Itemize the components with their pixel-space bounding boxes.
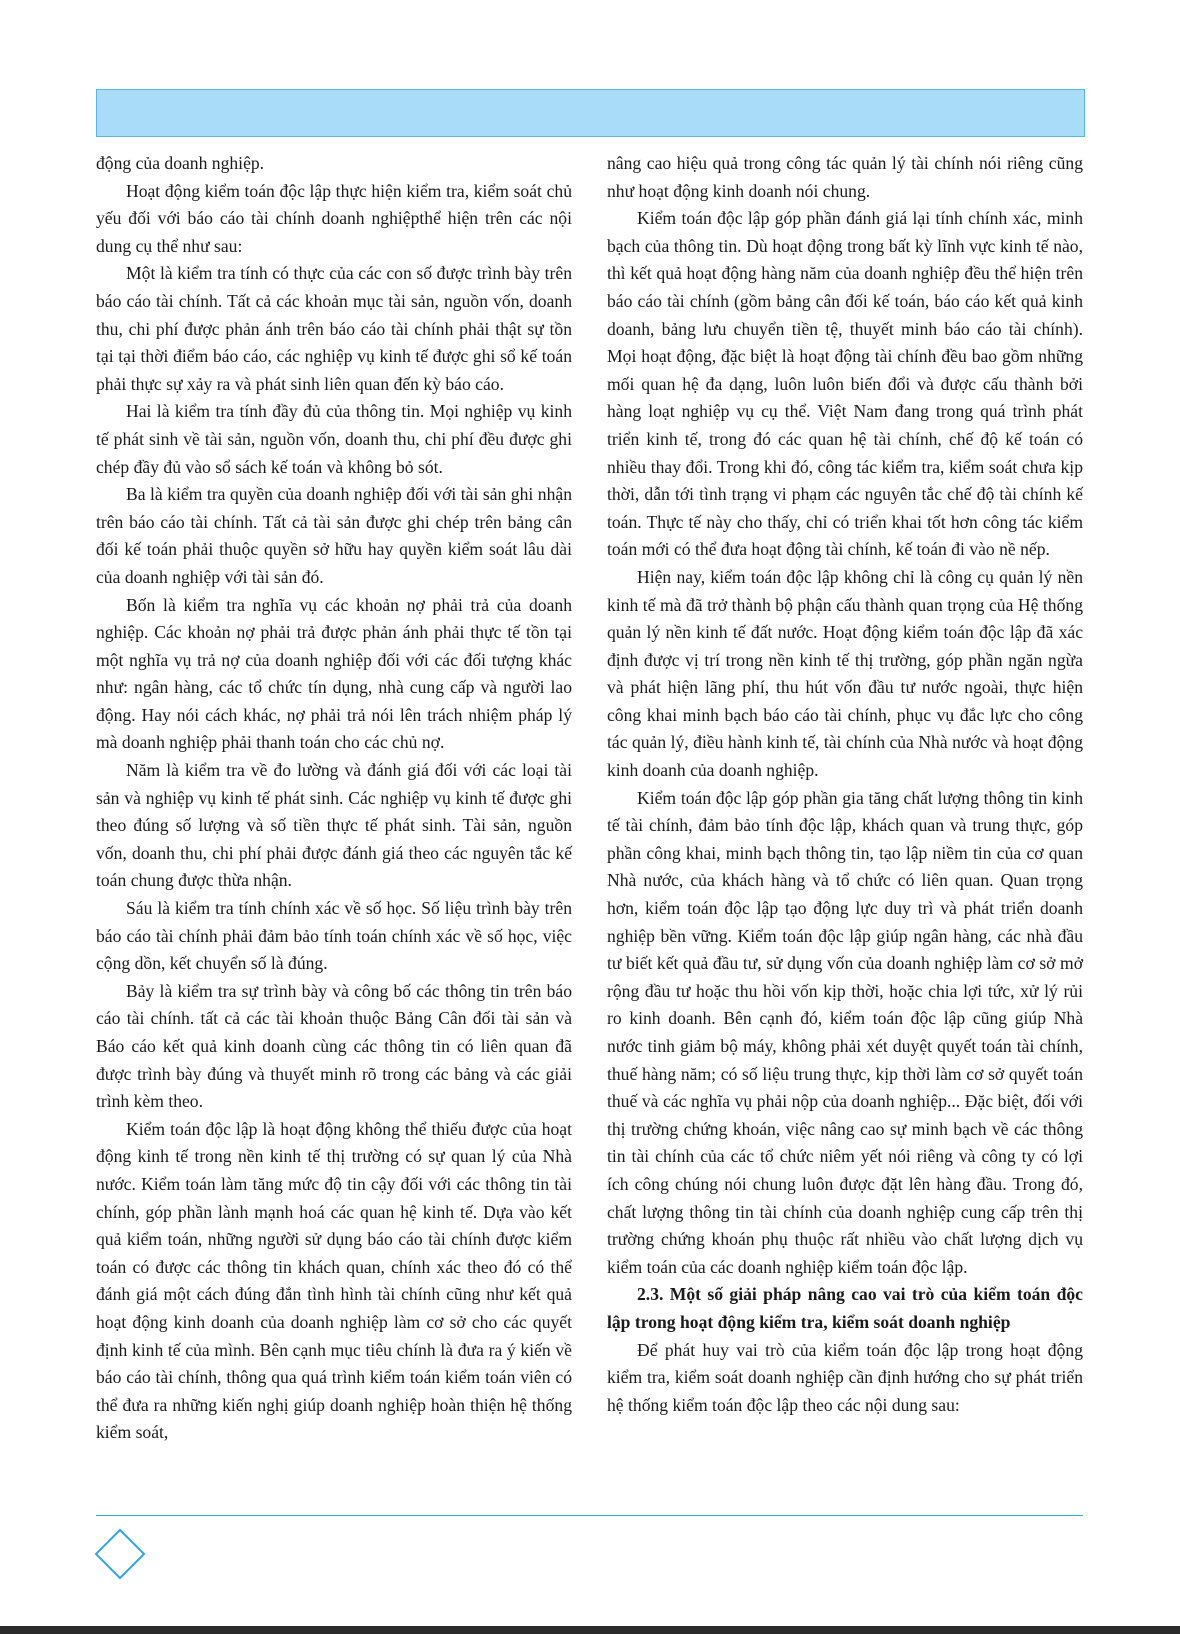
paragraph: Sáu là kiểm tra tính chính xác về số học. Số liệu trình bày trên báo cáo tài chính phải đảm bảo tính toán chính xác về số học, việc cộng dồn, kết chuyển số là đúng. xyxy=(96,898,572,974)
paragraph: Kiểm toán độc lập góp phần gia tăng chất lượng thông tin kinh tế tài chính, đảm bảo tính độc lập, khách quan và trung thực, góp phần công khai, minh bạch thông tin, tạo lập niềm tin của cơ quan Nhà nước, của khách hàng và tổ chức có liên quan. Quan trọng hơn, kiểm toán độc lập tạo động lực duy trì và phát triển doanh nghiệp bền vững. Kiểm toán độc lập giúp ngân hàng, các nhà đầu tư biết kết quả đầu tư, sử dụng vốn của doanh nghiệp làm cơ sở mở rộng đầu tư hoặc thu hồi vốn kịp thời, hoặc chia lợi tức, xử lý rủi ro kinh doanh. Bên cạnh đó, kiểm toán độc lập cũng giúp Nhà nước tinh giảm bộ máy, không phải xét duyệt quyết toán tài chính, thuế hàng năm; có số liệu trung thực, kịp thời làm cơ sở quyết toán thuế và các nghĩa vụ phải nộp của doanh nghiệp... Đặc biệt, đối với thị trường chứng khoán, việc nâng cao sự minh bạch về các thông tin tài chính của các tổ chức niêm yết nói riêng và công ty có lợi ích công chúng nói chung luôn được đặt lên hàng đầu. Trong đó, chất lượng thông tin tài chính của doanh nghiệp cung cấp trên thị trường chứng khoán phụ thuộc rất nhiều vào chất lượng dịch vụ kiểm toán của các doanh nghiệp kiểm toán độc lập. xyxy=(607,787,1083,1277)
footer-rule xyxy=(96,1515,1083,1516)
diamond-icon xyxy=(95,1529,146,1580)
paragraph: Hai là kiểm tra tính đầy đủ của thông tin. Mọi nghiệp vụ kinh tế phát sinh về tài sản, nguồn vốn, doanh thu, chi phí đều được ghi chép đầy đủ vào sổ sách kế toán và không bỏ sót. xyxy=(96,401,572,477)
paragraph: Kiểm toán độc lập góp phần đánh giá lại tính chính xác, minh bạch của thông tin. Dù hoạt động trong bất kỳ lĩnh vực kinh tế nào, thì kết quả hoạt động hàng năm của doanh nghiệp đều thể hiện trên báo cáo tài chính (gồm bảng cân đối kế toán, báo cáo kết quả kinh doanh, bảng lưu chuyển tiền tệ, thuyết minh báo cáo tài chính). Mọi hoạt động, đặc biệt là hoạt động tài chính đều bao gồm những mối quan hệ đa dạng, luôn luôn biến đổi và được cấu thành bởi hàng loạt nghiệp vụ cụ thể. Việt Nam đang trong quá trình phát triển kinh tế, trong đó các quan hệ tài chính, chế độ kế toán có nhiều thay đổi. Trong khi đó, công tác kiểm tra, kiểm soát chưa kịp thời, dẫn tới tình trạng vi phạm các nguyên tắc chế độ tài chính kế toán. Thực tế này cho thấy, chỉ có triển khai tốt hơn công tác kiểm toán mới có thể đưa hoạt động tài chính, kế toán đi vào nề nếp. xyxy=(607,208,1083,560)
header-band xyxy=(96,89,1085,137)
paragraph: Hiện nay, kiểm toán độc lập không chỉ là công cụ quản lý nền kinh tế mà đã trở thành bộ phận cấu thành quan trọng của Hệ thống quản lý nền kinh tế đất nước. Hoạt động kiểm toán độc lập đã xác định được vị trí trong nền kinh tế thị trường, góp phần ngăn ngừa và phát hiện lãng phí, thu hút vốn đầu tư nước ngoài, thực hiện công khai minh bạch báo cáo tài chính, phục vụ đắc lực cho công tác quản lý, điều hành kinh tế, tài chính của Nhà nước và hoạt động kinh doanh của doanh nghiệp. xyxy=(607,566,1083,781)
left-column xyxy=(96,150,572,1447)
right-column xyxy=(607,150,1083,1419)
paragraph: Bốn là kiểm tra nghĩa vụ các khoản nợ phải trả của doanh nghiệp. Các khoản nợ phải trả được phản ánh phải thực tế tồn tại một nghĩa vụ trả nợ của doanh nghiệp đối với các đối tượng khác như: ngân hàng, các tổ chức tín dụng, nhà cung cấp và người lao động. Hay nói cách khác, nợ phải trả nói lên trách nhiệm pháp lý mà doanh nghiệp phải thanh toán cho các chủ nợ. xyxy=(96,594,572,753)
paragraph: Một là kiểm tra tính có thực của các con số được trình bày trên báo cáo tài chính. Tất cả các khoản mục tài sản, nguồn vốn, doanh thu, chi phí được phản ánh trên báo cáo tài chính phải thật sự tồn tại tại thời điểm báo cáo, các nghiệp vụ kinh tế được ghi sổ kế toán phải thực sự xảy ra và phát sinh liên quan đến kỳ báo cáo. xyxy=(96,263,572,394)
page-bottom-edge xyxy=(0,1626,1180,1634)
section-heading: 2.3. Một số giải pháp nâng cao vai trò của kiểm toán độc lập trong hoạt động kiểm tra, kiểm soát doanh nghiệp xyxy=(607,1284,1083,1332)
paragraph: động của doanh nghiệp. xyxy=(96,153,265,173)
paragraph: nâng cao hiệu quả trong công tác quản lý tài chính nói riêng cũng như hoạt động kinh doanh nói chung. xyxy=(607,153,1083,201)
paragraph: Kiểm toán độc lập là hoạt động không thể thiếu được của hoạt động kinh tế trong nền kinh tế thị trường có sự quan lý của Nhà nước. Kiểm toán làm tăng mức độ tin cậy đối với các thông tin tài chính, góp phần lành mạnh hoá các quan hệ kinh tế. Dựa vào kết quả kiểm toán, những người sử dụng báo cáo tài chính được kiểm toán có được các thông tin khách quan, chính xác theo đó có thể đánh giá một cách đúng đắn tình hình tài chính cũng như kết quả hoạt động kinh doanh của doanh nghiệp làm cơ sở cho các quyết định kinh tế của mình. Bên cạnh mục tiêu chính là đưa ra ý kiến về báo cáo tài chính, thông qua quá trình kiểm toán kiểm toán viên có thể đưa ra những kiến nghị giúp doanh nghiệp hoàn thiện hệ thống kiểm soát, xyxy=(96,1118,572,1443)
paragraph: Bảy là kiểm tra sự trình bày và công bố các thông tin trên báo cáo tài chính. tất cả các tài khoản thuộc Bảng Cân đối tài sản và Báo cáo kết quả kinh doanh cùng các thông tin có liên quan đã được trình bày đúng và thuyết minh rõ trong các bảng và các giải trình kèm theo. xyxy=(96,980,572,1112)
paragraph: Ba là kiểm tra quyền của doanh nghiệp đối với tài sản ghi nhận trên báo cáo tài chính. Tất cả tài sản được ghi chép trên bảng cân đối kế toán phải thuộc quyền sở hữu hay quyền kiểm soát lâu dài của doanh nghiệp với tài sản đó. xyxy=(96,484,572,587)
paragraph: Năm là kiểm tra về đo lường và đánh giá đối với các loại tài sản và nghiệp vụ kinh tế phát sinh. Các nghiệp vụ kinh tế được ghi theo đúng số lượng và số tiền thực tế phát sinh. Tài sản, nguồn vốn, doanh thu, chi phí phải được đánh giá theo các nguyên tắc kế toán chung được thừa nhận. xyxy=(96,760,572,891)
paragraph: Hoạt động kiểm toán độc lập thực hiện kiểm tra, kiểm soát chủ yếu đối với báo cáo tài chính doanh nghiệpthể hiện trên các nội dung cụ thể như sau: xyxy=(96,180,572,256)
paragraph: Để phát huy vai trò của kiểm toán độc lập trong hoạt động kiểm tra, kiểm soát doanh nghiệp cần định hướng cho sự phát triển hệ thống kiểm toán độc lập theo các nội dung sau: xyxy=(607,1339,1083,1415)
